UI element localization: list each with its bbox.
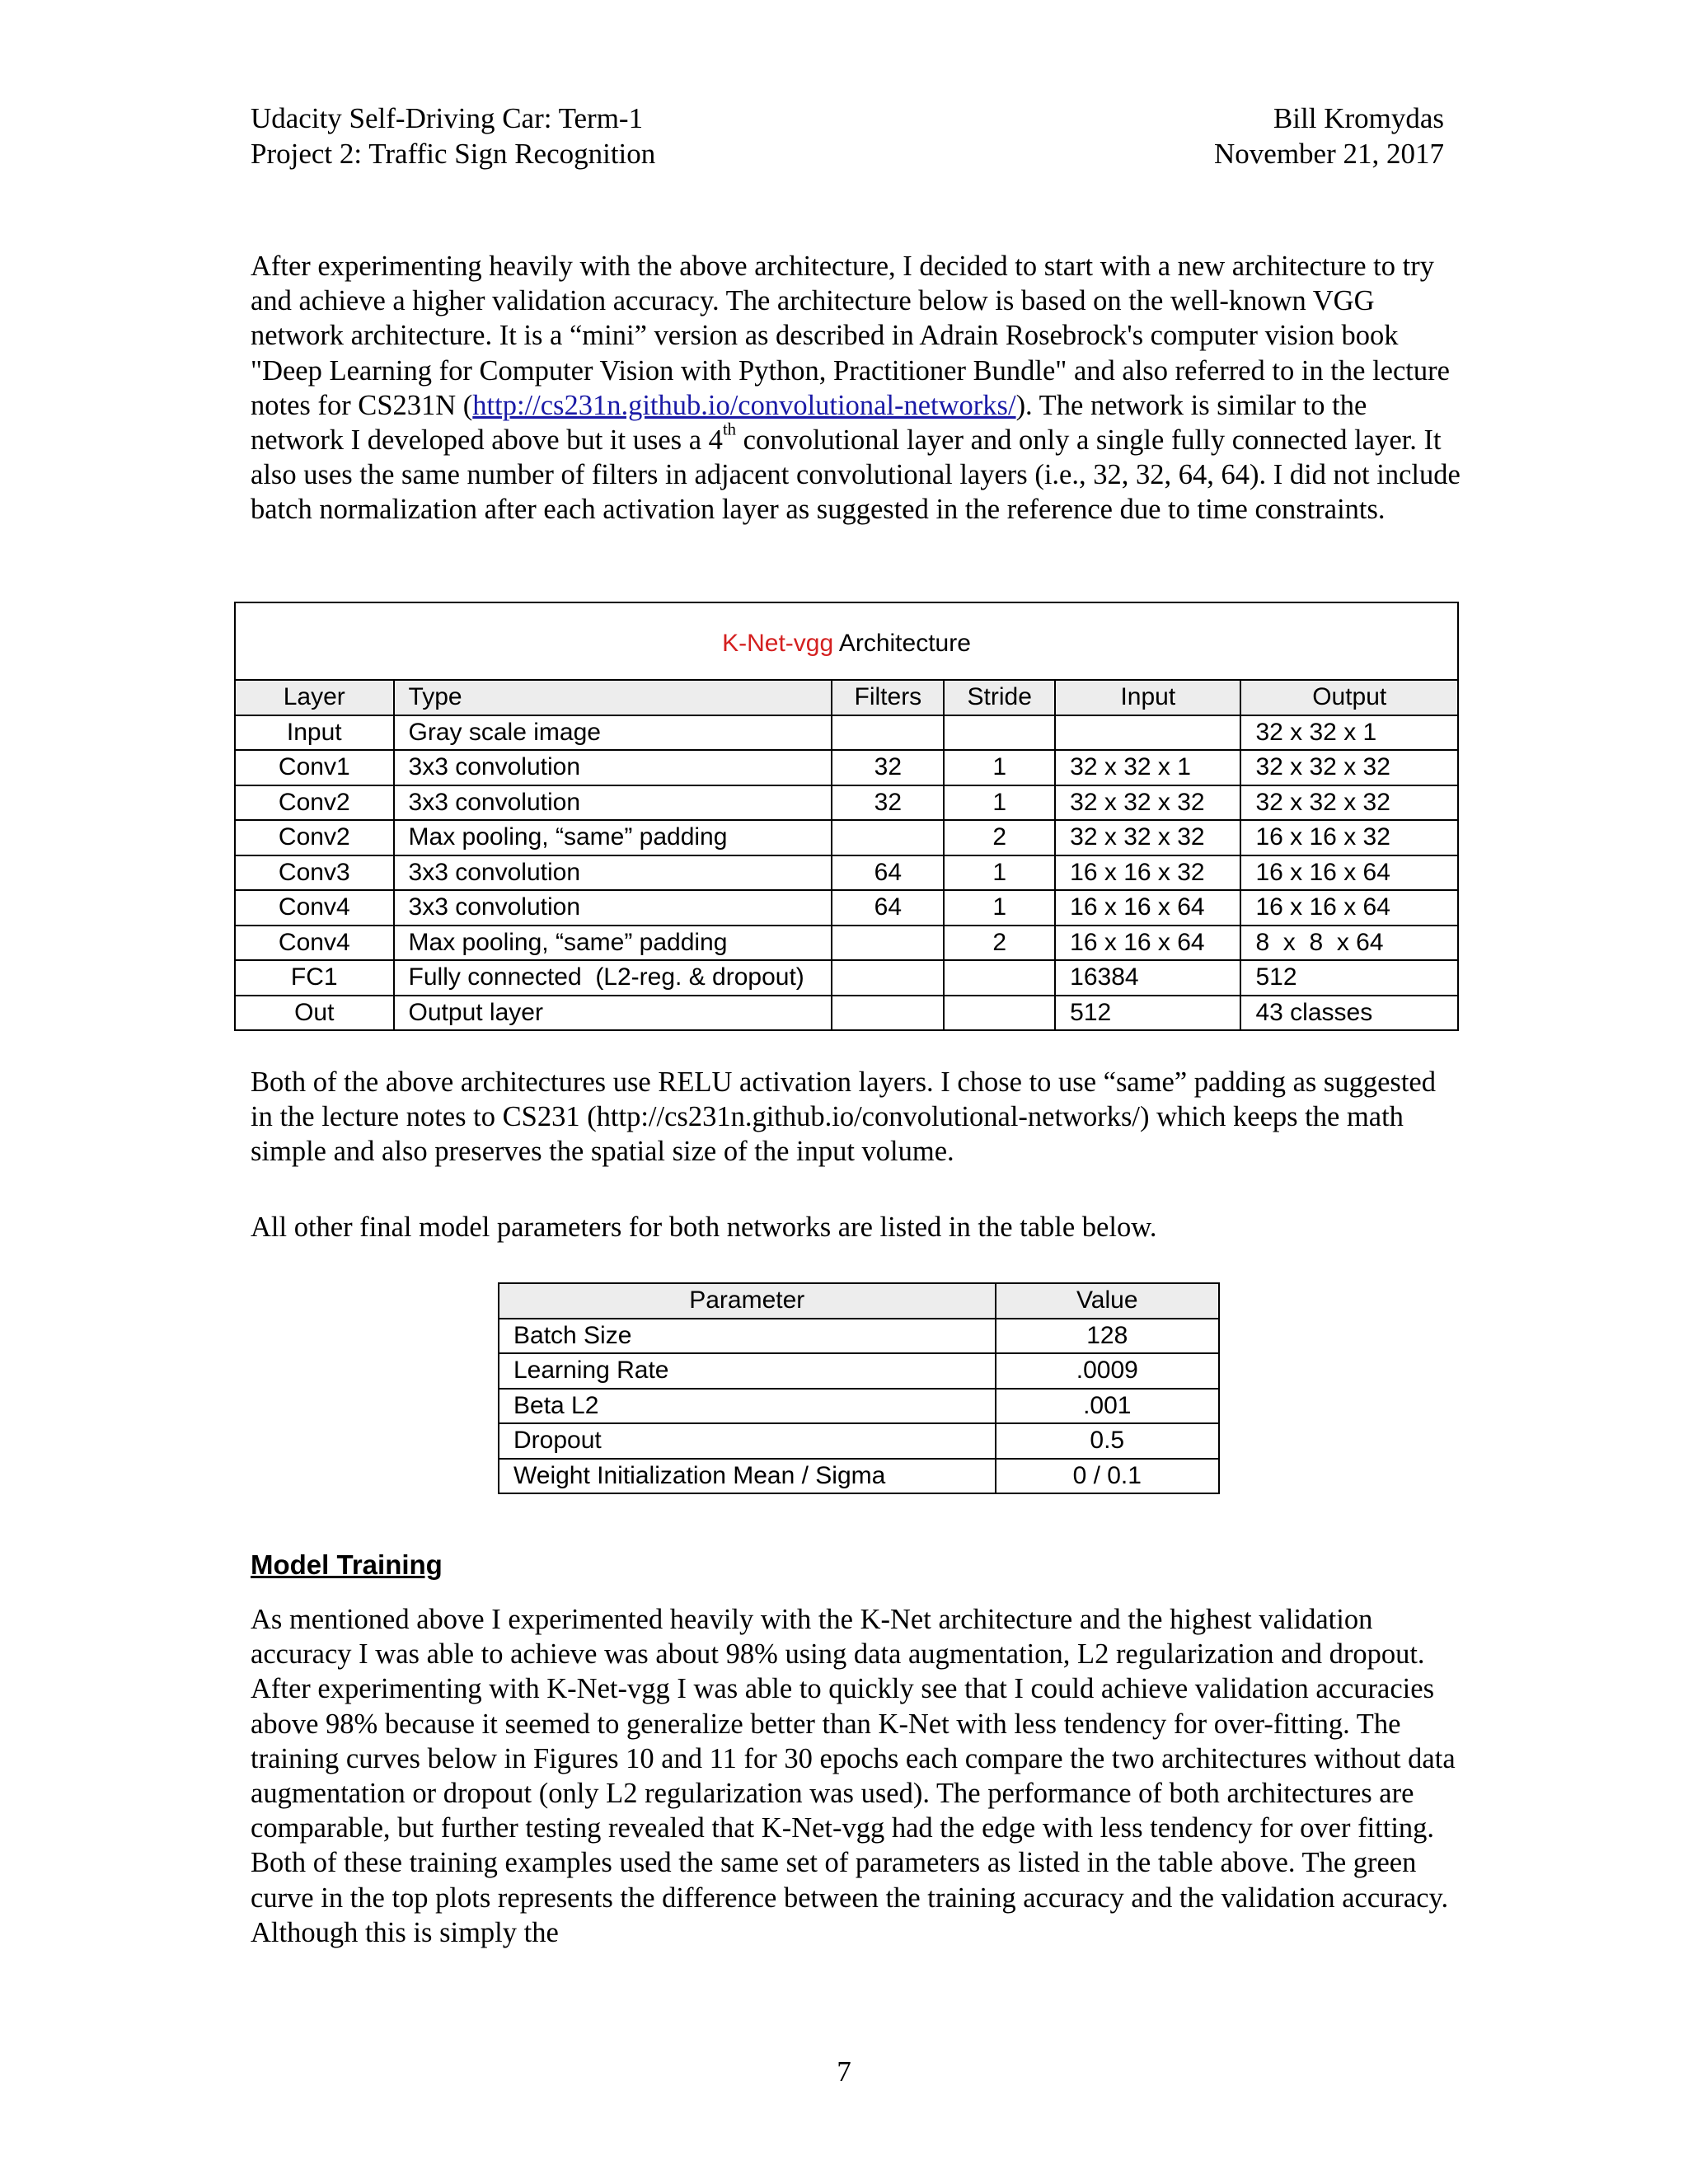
table-row: Conv3 3x3 convolution 64 1 16 x 16 x 32 16 x 16 x 64 [235, 855, 1458, 891]
table-header-row [235, 680, 1458, 715]
course-title: Udacity Self-Driving Car: Term-1 [251, 102, 644, 134]
page-header-left [251, 101, 655, 171]
project-title: Project 2: Traffic Sign Recognition [251, 138, 656, 170]
table-row: Batch Size 128 [499, 1319, 1219, 1354]
table-row: Beta L2 .001 [499, 1389, 1219, 1424]
table-row: Learning Rate .0009 [499, 1353, 1219, 1389]
column-header: Filters [832, 680, 944, 715]
column-header: Parameter [499, 1283, 996, 1319]
parameters-intro-paragraph: All other final model parameters for both networks are listed in the table below. [251, 1212, 1157, 1243]
model-parameters-table [498, 1282, 1220, 1494]
intro-paragraph: After experimenting heavily with the above architecture, I decided to start with a new architecture to try and achieve a higher validation accuracy. The architecture below is based on the well-known VGG network architecture. It is a “mini” version as described in Adrain Rosebrock's computer vision book "Deep Learning for Computer Vision with Python, Practitioner Bundle" and also referred to in the lecture notes for CS231N (http://cs231n.github.io/convolutional-networks/). The network is similar to the network I developed above but it uses a 4th convolutional layer and only a single fully connected layer. It also uses the same number of filters in adjacent convolutional layers (i.e., 32, 32, 64, 64). I did not include batch normalization after each activation layer as suggested in the reference due to time constraints. [251, 251, 1461, 526]
table-row: Conv4 Max pooling, “same” padding 2 16 x 16 x 64 8 x 8 x 64 [235, 926, 1458, 961]
section-heading-model-training: Model Training [251, 1549, 443, 1580]
table-row: Conv2 Max pooling, “same” padding 2 32 x 32 x 32 16 x 16 x 32 [235, 820, 1458, 855]
table-row: Weight Initialization Mean / Sigma 0 / 0.1 [499, 1459, 1219, 1494]
k-net-vgg-architecture-table [234, 602, 1459, 1031]
column-header: Input [1055, 680, 1240, 715]
column-header: Layer [235, 680, 394, 715]
table-row: Dropout 0.5 [499, 1423, 1219, 1459]
column-header: Type [394, 680, 832, 715]
document-date: November 21, 2017 [1214, 138, 1444, 170]
table-row: Input Gray scale image 32 x 32 x 1 [235, 715, 1458, 751]
table-row: Out Output layer 512 43 classes [235, 996, 1458, 1031]
model-training-paragraph: As mentioned above I experimented heavily with the K-Net architecture and the highest validation accuracy I was able to achieve was about 98% using data augmentation, L2 regularization and dropout. After experimenting with K-Net-vgg I was able to quickly see that I could achieve validation accuracies above 98% because it seemed to generalize better than K-Net with less tendency for over-fitting. The training curves below in Figures 10 and 11 for 30 epochs each compare the two architectures without data augmentation or dropout (only L2 regularization was used). The performance of both architectures are comparable, but further testing revealed that K-Net-vgg had the edge with less tendency for over fitting. Both of these training examples used the same set of parameters as listed in the table above. The green curve in the top plots represents the difference between the training accuracy and the validation accuracy. Although this is simply the [251, 1604, 1456, 1948]
column-header: Stride [944, 680, 1055, 715]
table-row: Conv4 3x3 convolution 64 1 16 x 16 x 64 16 x 16 x 64 [235, 890, 1458, 926]
column-header: Value [996, 1283, 1219, 1319]
activation-paragraph: Both of the above architectures use RELU activation layers. I chose to use “same” padding as suggested in the lecture notes to CS231 (http://cs231n.github.io/convolutional-networks/) which keeps the math simple and also preserves the spatial size of the input volume. [251, 1066, 1436, 1168]
column-header: Output [1240, 680, 1458, 715]
author-name: Bill Kromydas [1273, 102, 1444, 134]
table-row: FC1 Fully connected (L2-reg. & dropout) 16384 512 [235, 960, 1458, 996]
cs231n-link[interactable]: http://cs231n.github.io/convolutional-networks/ [472, 389, 1016, 421]
table-row: Conv2 3x3 convolution 32 1 32 x 32 x 32 32 x 32 x 32 [235, 785, 1458, 821]
table-header-row [499, 1283, 1219, 1319]
table-row: Conv1 3x3 convolution 32 1 32 x 32 x 1 32 x 32 x 32 [235, 750, 1458, 785]
page-header-right [1214, 101, 1444, 171]
table-caption: K-Net-vgg Architecture [235, 602, 1458, 680]
page-number: 7 [837, 2055, 851, 2088]
